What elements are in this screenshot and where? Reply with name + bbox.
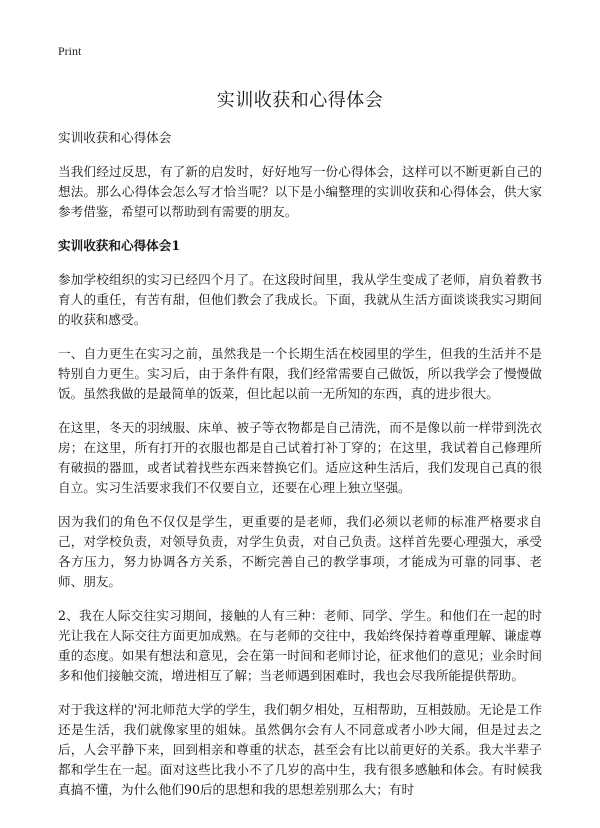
section-heading: 实训收获和心得体会1 bbox=[58, 238, 181, 253]
body-paragraph-1: 参加学校组织的实习已经四个月了。在这段时间里，我从学生变成了老师，肩负着教书育人的重任，有苦有甜，但他们教会了我成长。下面，我就从生活方面谈谈我实习期间的收获和感受。 bbox=[58, 272, 542, 327]
body-paragraph-6: 对于我这样的'河北师范大学的学生，我们朝夕相处，互相帮助，互相鼓励。无论是工作还是生活，我们就像家里的姐妹。虽然偶尔会有人不同意或者小吵大闹，但是过去之后，人会平静下来，回到相亲和尊重的状态，甚至会有比以前更好的关系。我大半辈子都和学生在一起。面对这些比我小不了几岁的高中生，我有很多感触和体会。有时候我真搞不懂，为什么他们90后的思想和我的思想差别那么大；有时 bbox=[58, 702, 542, 797]
body-paragraph-4: 因为我们的角色不仅仅是学生，更重要的是老师，我们必须以老师的标准严格要求自己，对学校负责，对领导负责，对学生负责，对自己负责。这样首先要心理强大，承受各方压力，努力协调各方关系，不断完善自己的教学事项，才能成为可靠的同事、老师、朋友。 bbox=[58, 514, 542, 589]
print-link[interactable]: Print bbox=[58, 44, 82, 58]
page-title: 实训收获和心得体会 bbox=[216, 90, 384, 111]
intro-paragraph: 当我们经过反思，有了新的启发时，好好地写一份心得体会，这样可以不断更新自己的想法。那么心得体会怎么写才恰当呢？以下是小编整理的实训收获和心得体会，供大家参考借鉴，希望可以帮助到有需要的朋友。 bbox=[58, 164, 542, 219]
body-paragraph-5: 2、我在人际交往实习期间，接触的人有三种：老师、同学、学生。和他们在一起的时光让我在人际交往方面更加成熟。在与老师的交往中，我始终保持着尊重理解、谦虚尊重的态度。如果有想法和意见，会在第一时间和老师讨论，征求他们的意见；业余时间多和他们接触交流，增进相互了解；当老师遇到困难时，我也会尽我所能提供帮助。 bbox=[58, 608, 542, 683]
document-subtitle: 实训收获和心得体会 bbox=[58, 130, 172, 145]
body-paragraph-2: 一、自力更生在实习之前，虽然我是一个长期生活在校园里的学生，但我的生活并不是特别自力更生。实习后，由于条件有限，我们经常需要自己做饭，所以我学会了慢慢做饭。虽然我做的是最简单的饭菜，但比起以前一无所知的东西，真的进步很大。 bbox=[58, 346, 542, 401]
body-paragraph-3: 在这里，冬天的羽绒服、床单、被子等衣物都是自己清洗，而不是像以前一样带到洗衣房；在这里，所有打开的衣服也都是自己试着打补丁穿的；在这里，我试着自己修理所有破损的器皿，或者试着找些东西来替换它们。适应这种生活后，我们发现自己真的很自立。实习生活要求我们不仅要自立，还要在心理上独立坚强。 bbox=[58, 420, 542, 495]
